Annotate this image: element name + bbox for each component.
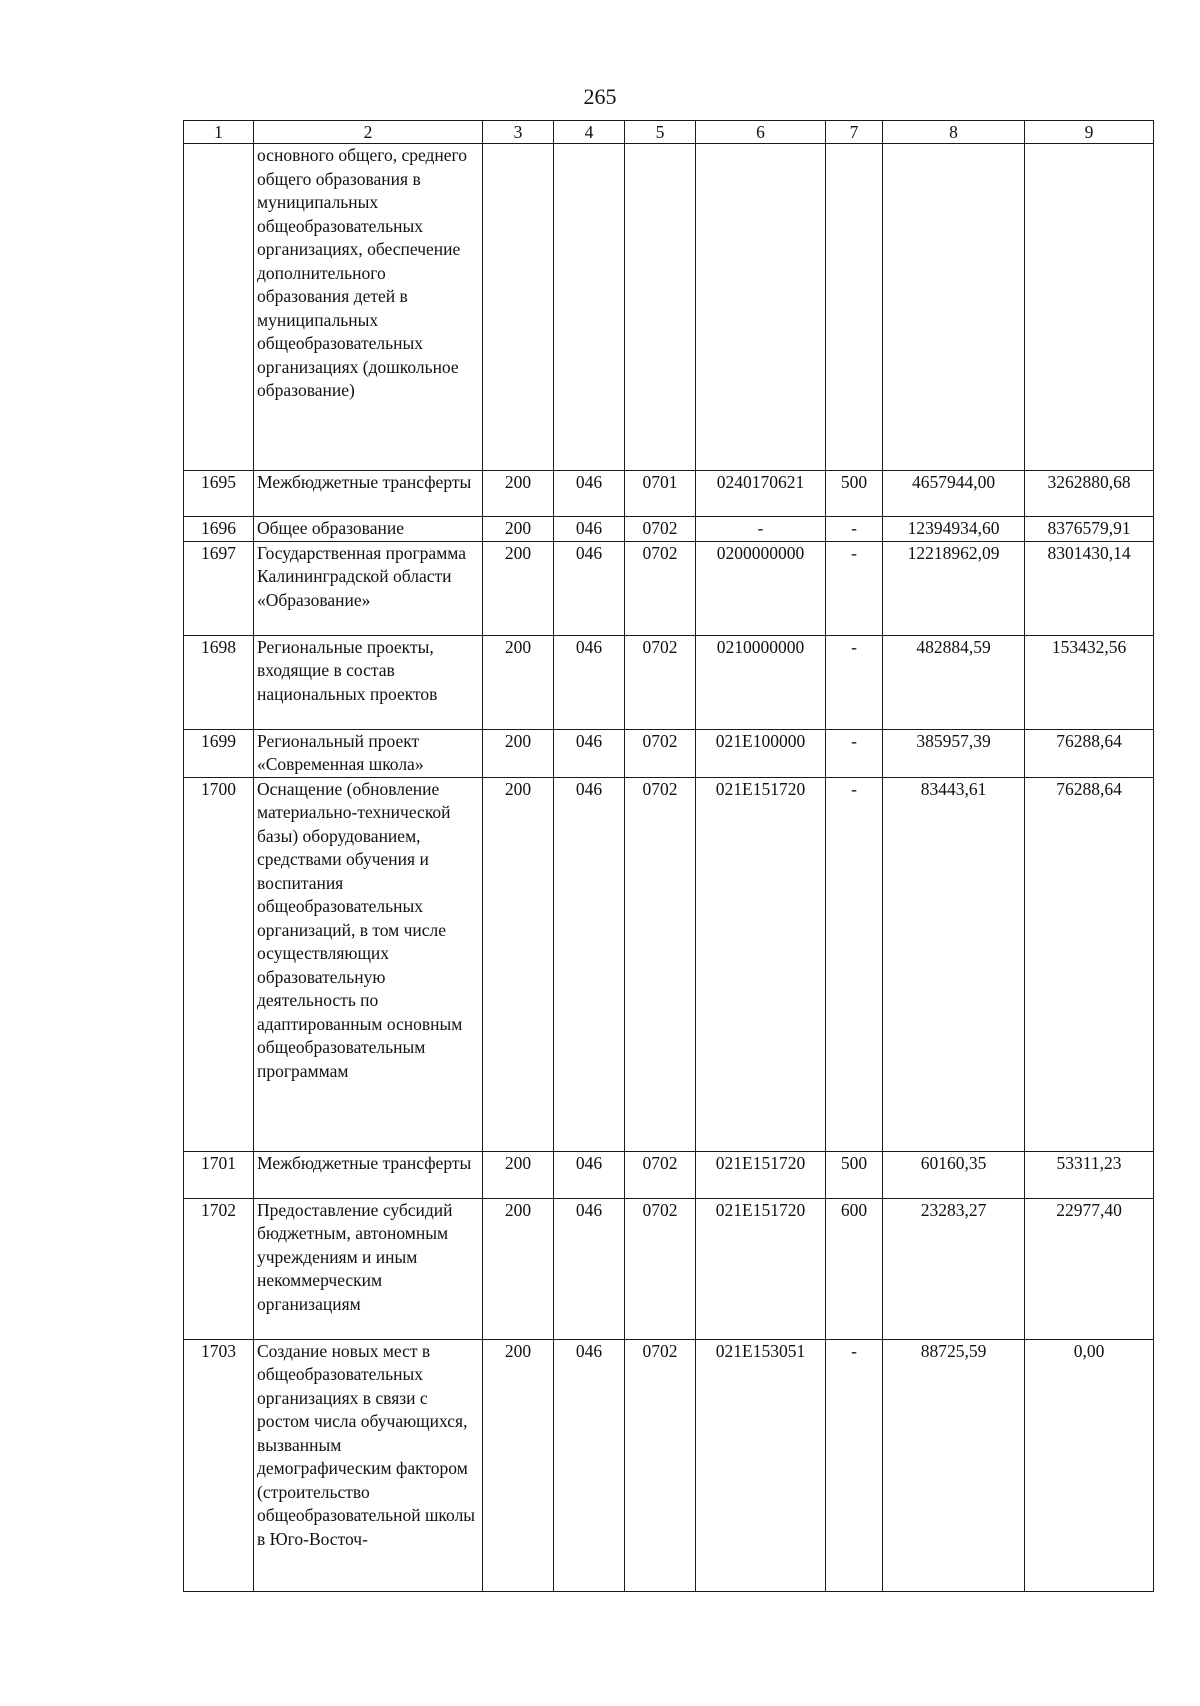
column-header-8: 8: [883, 121, 1025, 144]
column-header-2: 2: [254, 121, 483, 144]
row-col-7: 600: [826, 1198, 883, 1339]
row-col-6: 021E151720: [696, 777, 826, 1151]
table-row: [184, 1151, 1154, 1198]
row-number: 1700: [184, 777, 254, 1151]
row-col-5: 0702: [625, 1339, 696, 1591]
row-col-4: 046: [554, 777, 625, 1151]
row-col-4: 046: [554, 1198, 625, 1339]
row-col-3: [483, 144, 554, 471]
row-col-9: 0,00: [1025, 1339, 1154, 1591]
row-number: 1695: [184, 471, 254, 517]
row-col-6: 0200000000: [696, 541, 826, 635]
row-col-5: 0701: [625, 471, 696, 517]
page-number: 265: [583, 84, 617, 109]
table-row: [184, 1198, 1154, 1339]
budget-table: [183, 120, 1154, 1592]
row-col-6: 021E100000: [696, 729, 826, 777]
table-row: [184, 635, 1154, 729]
table-row: [184, 1339, 1154, 1591]
row-number: 1699: [184, 729, 254, 777]
row-col-3: 200: [483, 1339, 554, 1591]
row-col-9: 3262880,68: [1025, 471, 1154, 517]
table-header: [184, 121, 1154, 144]
row-col-5: 0702: [625, 777, 696, 1151]
row-col-3: 200: [483, 729, 554, 777]
row-col-6: 021E153051: [696, 1339, 826, 1591]
row-col-7: -: [826, 1339, 883, 1591]
row-name: Межбюджетные трансферты: [254, 471, 483, 517]
column-header-5: 5: [625, 121, 696, 144]
row-col-4: 046: [554, 1151, 625, 1198]
row-col-4: [554, 144, 625, 471]
row-col-5: 0702: [625, 729, 696, 777]
table-row: [184, 144, 1154, 471]
row-number: [184, 144, 254, 471]
row-col-6: 021E151720: [696, 1198, 826, 1339]
row-col-3: 200: [483, 777, 554, 1151]
row-col-7: [826, 144, 883, 471]
row-name: Оснащение (обновление материально-технической базы) оборудованием, средствами обучения и воспитания общеобразовательных организаций, в том числе осуществляющих образовательную деятельность по адаптированным основным общеобразовательным программам: [254, 777, 483, 1151]
row-col-9: 8301430,14: [1025, 541, 1154, 635]
row-name: Создание новых мест в общеобразовательных организациях в связи с ростом числа обучающихся, вызванным демографическим фактором (строительство общеобразовательной школы в Юго-Восточ-: [254, 1339, 483, 1591]
row-name: Общее образование: [254, 517, 483, 542]
row-name: Государственная программа Калининградской области «Образование»: [254, 541, 483, 635]
row-number: 1702: [184, 1198, 254, 1339]
row-number: 1696: [184, 517, 254, 542]
row-col-6: 0210000000: [696, 635, 826, 729]
row-col-3: 200: [483, 471, 554, 517]
row-col-7: -: [826, 541, 883, 635]
row-col-8: 385957,39: [883, 729, 1025, 777]
row-col-9: 76288,64: [1025, 729, 1154, 777]
table-body: [184, 144, 1154, 1592]
row-name: Региональные проекты, входящие в состав национальных проектов: [254, 635, 483, 729]
column-header-1: 1: [184, 121, 254, 144]
table-row: [184, 471, 1154, 517]
row-col-5: 0702: [625, 517, 696, 542]
row-col-8: 23283,27: [883, 1198, 1025, 1339]
row-col-8: 83443,61: [883, 777, 1025, 1151]
row-number: 1701: [184, 1151, 254, 1198]
row-col-5: 0702: [625, 635, 696, 729]
row-number: 1703: [184, 1339, 254, 1591]
row-col-4: 046: [554, 471, 625, 517]
row-col-9: [1025, 144, 1154, 471]
row-col-5: 0702: [625, 1198, 696, 1339]
row-col-3: 200: [483, 635, 554, 729]
row-col-8: 88725,59: [883, 1339, 1025, 1591]
row-col-4: 046: [554, 1339, 625, 1591]
row-col-9: 53311,23: [1025, 1151, 1154, 1198]
table-row: [184, 729, 1154, 777]
row-col-8: 12394934,60: [883, 517, 1025, 542]
column-header-4: 4: [554, 121, 625, 144]
row-col-7: -: [826, 777, 883, 1151]
row-col-6: [696, 144, 826, 471]
row-col-3: 200: [483, 1151, 554, 1198]
row-name: Межбюджетные трансферты: [254, 1151, 483, 1198]
row-col-9: 8376579,91: [1025, 517, 1154, 542]
row-col-3: 200: [483, 517, 554, 542]
row-col-5: [625, 144, 696, 471]
row-name: Предоставление субсидий бюджетным, автономным учреждениям и иным некоммерческим организациям: [254, 1198, 483, 1339]
row-name: Региональный проект «Современная школа»: [254, 729, 483, 777]
row-col-3: 200: [483, 541, 554, 635]
row-col-8: 4657944,00: [883, 471, 1025, 517]
row-col-4: 046: [554, 635, 625, 729]
row-number: 1698: [184, 635, 254, 729]
row-col-7: 500: [826, 1151, 883, 1198]
row-col-8: 12218962,09: [883, 541, 1025, 635]
row-col-4: 046: [554, 517, 625, 542]
header-row: [184, 121, 1154, 144]
row-col-9: 76288,64: [1025, 777, 1154, 1151]
row-col-6: 0240170621: [696, 471, 826, 517]
row-col-7: -: [826, 517, 883, 542]
row-col-3: 200: [483, 1198, 554, 1339]
row-col-4: 046: [554, 729, 625, 777]
row-col-7: -: [826, 729, 883, 777]
row-col-7: 500: [826, 471, 883, 517]
row-col-4: 046: [554, 541, 625, 635]
table-row: [184, 517, 1154, 542]
column-header-7: 7: [826, 121, 883, 144]
column-header-3: 3: [483, 121, 554, 144]
row-col-6: 021E151720: [696, 1151, 826, 1198]
column-header-6: 6: [696, 121, 826, 144]
column-header-9: 9: [1025, 121, 1154, 144]
row-col-6: -: [696, 517, 826, 542]
row-col-8: 60160,35: [883, 1151, 1025, 1198]
row-col-9: 22977,40: [1025, 1198, 1154, 1339]
row-name: основного общего, среднего общего образования в муниципальных общеобразовательных организациях, обеспечение дополнительного образования детей в муниципальных общеобразовательных организациях (дошкольное образование): [254, 144, 483, 471]
row-col-7: -: [826, 635, 883, 729]
row-col-8: [883, 144, 1025, 471]
row-col-8: 482884,59: [883, 635, 1025, 729]
table-row: [184, 541, 1154, 635]
row-col-5: 0702: [625, 1151, 696, 1198]
table-row: [184, 777, 1154, 1151]
row-number: 1697: [184, 541, 254, 635]
row-col-9: 153432,56: [1025, 635, 1154, 729]
row-col-5: 0702: [625, 541, 696, 635]
